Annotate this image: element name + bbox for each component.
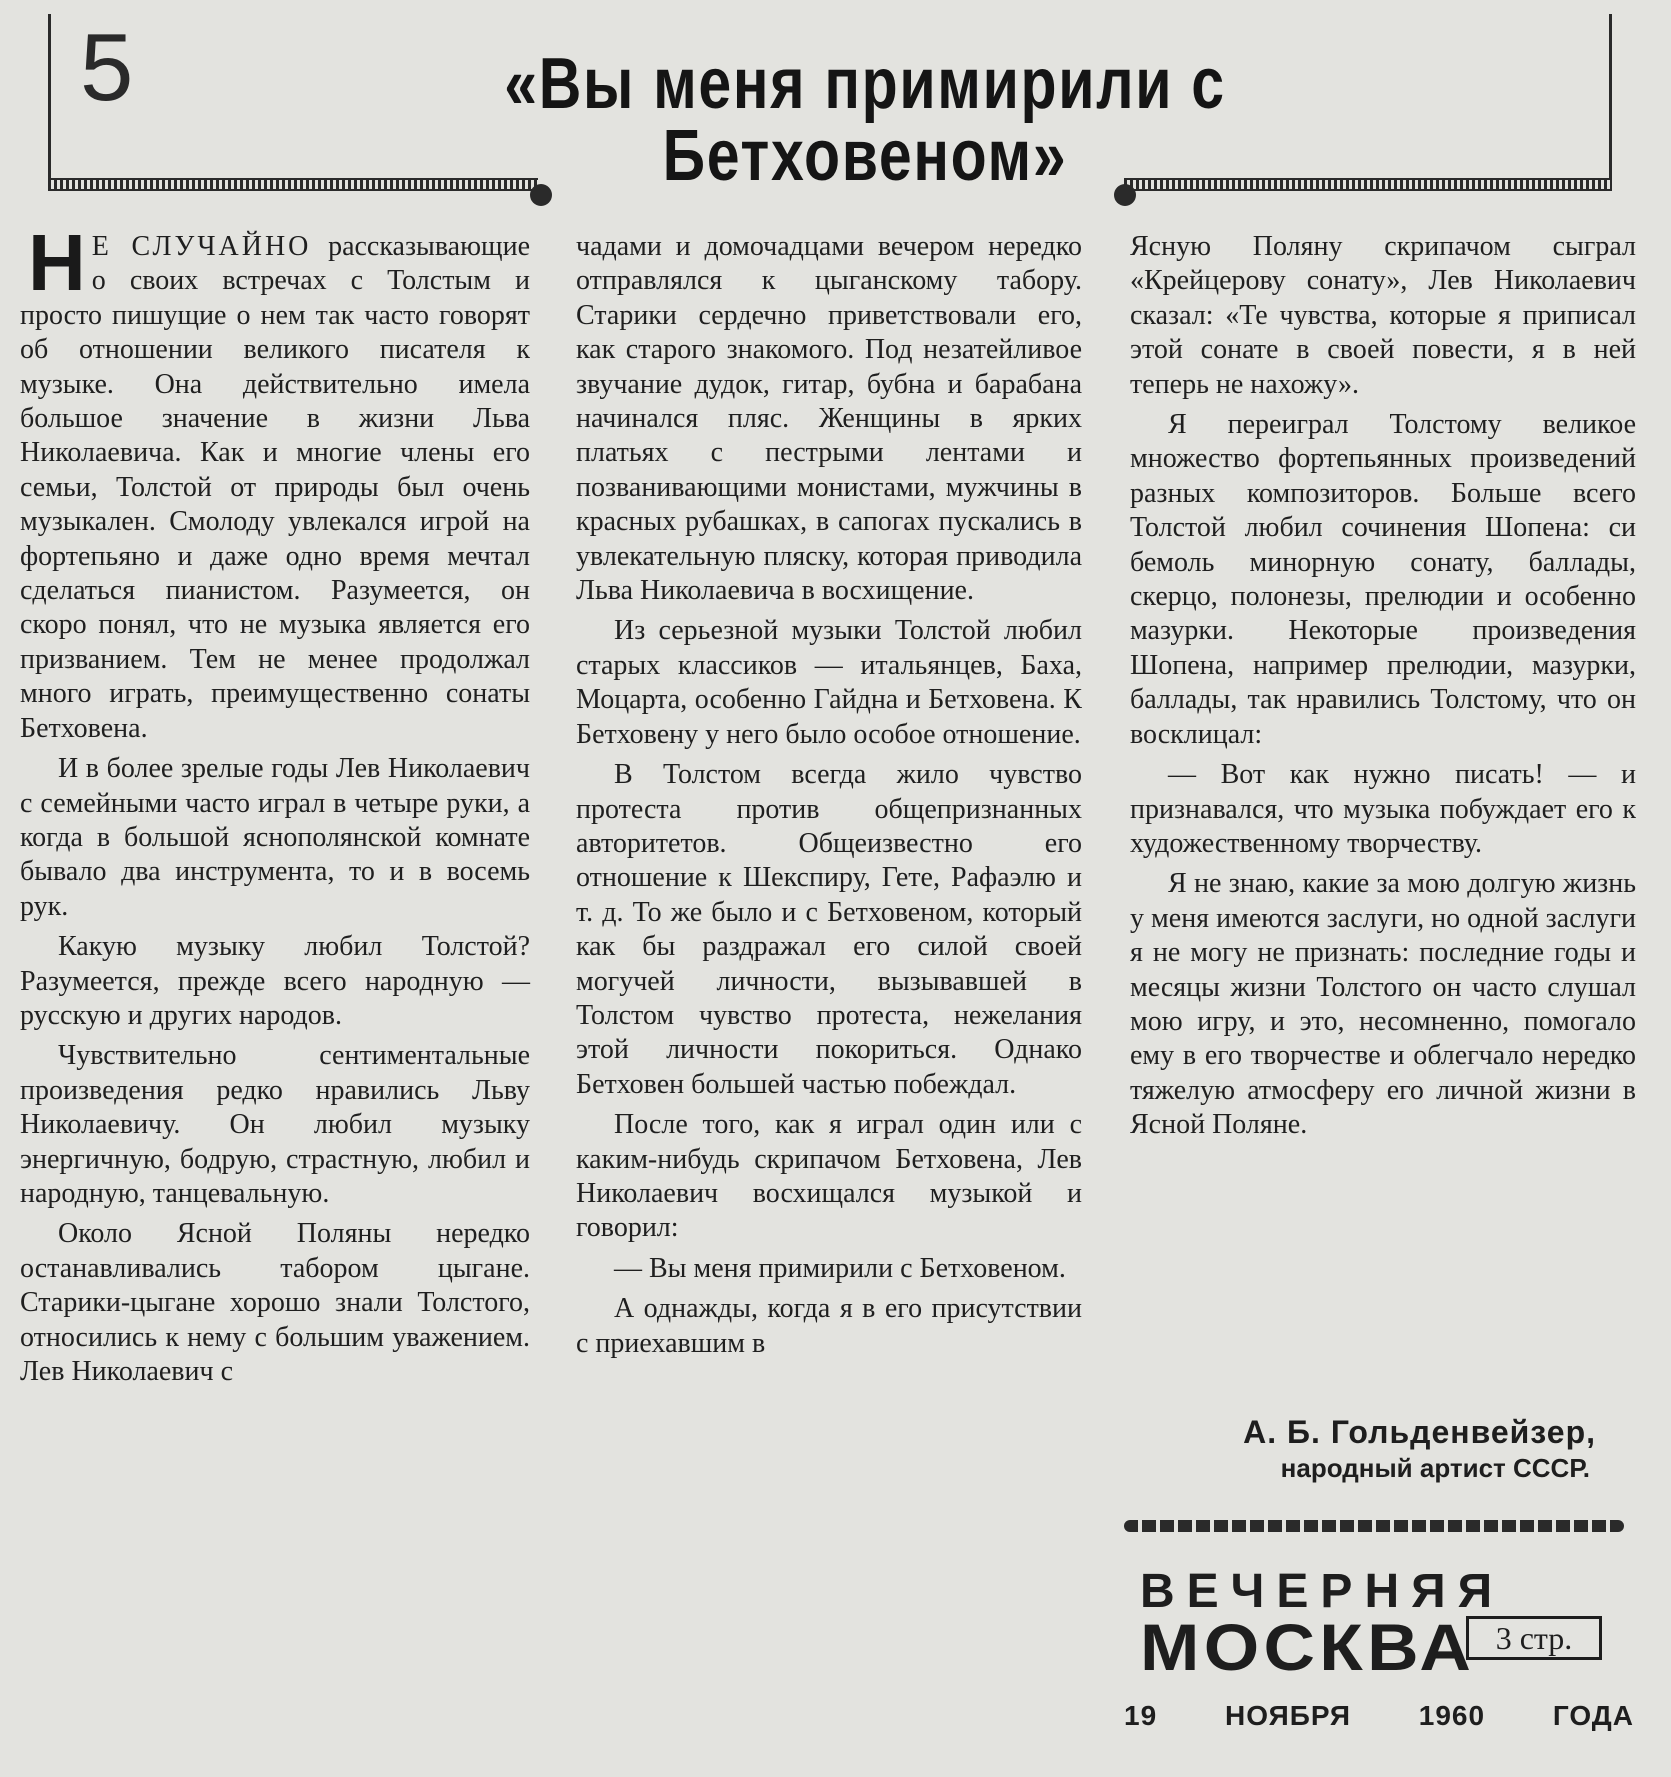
date-year: 1960 [1418, 1700, 1486, 1731]
paragraph: И в более зрелые годы Лев Николаевич с семейными часто играл в четыре руки, а когда в большой яснополянской комнате бывало два инструмента, то и в восемь рук. [20, 753, 530, 922]
date-month: НОЯБРЯ [1224, 1700, 1351, 1731]
paragraph [20, 218, 530, 746]
paragraph: — Вы меня примирили с Бетховеном. [614, 1252, 1066, 1284]
page-number: 5 [80, 14, 134, 121]
paragraph: — Вот как нужно писать! — и признавался, что музыка побуждает его к художественному творчеству. [1130, 759, 1636, 859]
article-column-1 [20, 218, 530, 1395]
paragraph: Я не знаю, какие за мою долгую жизнь у меня имеются заслуги, но одной заслуги я не могу не признать: последние годы и месяцы жизни Толстого он часто слушал мою игру, и это, несомненно, помогало ему в его творчестве и облегчало нередко тяжелую атмосферу его личной жизни в Ясной Поляне. [1130, 868, 1636, 1141]
paragraph: Из серьезной музыки Толстой любил старых классиков — итальянцев, Баха, Моцарта, особенно Гайдна и Бетховена. К Бетховену у него было особое отношение. [576, 615, 1082, 750]
article-column-3 [1130, 230, 1636, 1149]
masthead-rule [1124, 1520, 1624, 1532]
author-signature [1130, 1412, 1636, 1484]
paragraph: Чувствительно сентиментальные произведения редко нравились Льву Николаевичу. Он любил музыку энергичную, бодрую, страстную, любил и народную, танцевальную. [20, 1040, 530, 1209]
dateline [1124, 1700, 1634, 1732]
header-rule-right [1124, 178, 1612, 191]
paragraph: Около Ясной Поляны нередко останавливались табором цыгане. Старики-цыгане хорошо знали Толстого, относились к нему с большим уважением. Лев Николаевич с [20, 1218, 530, 1387]
rule-dot-left [530, 184, 552, 206]
date-word: ГОДА [1552, 1700, 1634, 1731]
author-title: народный артист СССР. [1280, 1453, 1590, 1483]
lead-caps: Е СЛУЧАЙНО [91, 231, 312, 262]
paragraph: В Толстом всегда жило чувство протеста против общепризнанных авторитетов. Общеизвестно его отношение к Шекспиру, Гете, Рафаэлю и т. д. То же было и с Бетховеном, который как бы раздражал его силой своей могучей личности, вызывавшей в Толстом чувство протеста, нежелания этой личности покориться. Однако Бетховен большей частью побеждал. [576, 759, 1082, 1100]
paragraph-text: рассказывающие о своих встречах с Толстым и просто пишущие о нем так часто говорят об отношении великого писателя к музыке. Она действительно имела большое значение в жизни Льва Николаевича. Как и многие члены его семьи, Толстой от природы был очень музыкален. Смолоду увлекался игрой на фортепьяно и даже одно время мечтал сделаться пианистом. Разумеется, он скоро понял, что не музыка является его призванием. Тем не менее продолжал много играть, преимущественно сонаты Бетховена. [20, 231, 530, 744]
paragraph: чадами и домочадцами вечером нередко отправлялся к цыганскому табору. Старики сердечно приветствовали его, как старого знакомого. Под незатейливое звучание дудок, гитар, бубна и барабана начинался пляс. Женщины в ярких платьях с пестрыми лентами и позванивающими монистами, мужчины в красных рубашках, в сапогах пускались в увлекательную пляску, которая приводила Льва Николаевича в восхищение. [576, 231, 1082, 607]
paragraph: После того, как я играл один или с каким-нибудь скрипачом Бетховена, Лев Николаевич восхищался музыкой и говорил: [576, 1109, 1082, 1244]
paragraph: Какую музыку любил Толстой? Разумеется, прежде всего народную — русскую и других народов. [20, 931, 530, 1031]
page-label-badge: 3 стр. [1466, 1616, 1602, 1660]
masthead-line-1: ВЕЧЕРНЯЯ [1140, 1565, 1505, 1618]
dropcap: Н [28, 218, 86, 307]
date-day: 19 [1124, 1700, 1158, 1731]
article-headline: «Вы меня примирили с Бетховеном» [504, 44, 1226, 196]
paragraph: Ясную Поляну скрипачом сыграл «Крейцерову сонату», Лев Николаевич сказал: «Те чувства, которые я приписал этой сонате в своей повести, я в ней теперь не нахожу». [1130, 231, 1636, 400]
article-column-2 [576, 230, 1082, 1367]
paragraph: Я переиграл Толстому великое множество фортепьянных произведений разных композиторов. Больше всего Толстой любил сочинения Шопена: си бемоль минорную сонату, баллады, скерцо, полонезы, прелюдии и особенно мазурки. Некоторые произведения Шопена, например прелюдии, мазурки, баллады, так нравились Толстому, что он восклицал: [1130, 409, 1636, 750]
header-rule-left [48, 178, 538, 191]
paragraph: А однажды, когда я в его присутствии с приехавшим в [576, 1293, 1082, 1359]
rule-dot-right [1114, 184, 1136, 206]
author-name: А. Б. Гольденвейзер, [1243, 1414, 1596, 1450]
masthead-line-2: МОСКВА [1140, 1610, 1476, 1684]
